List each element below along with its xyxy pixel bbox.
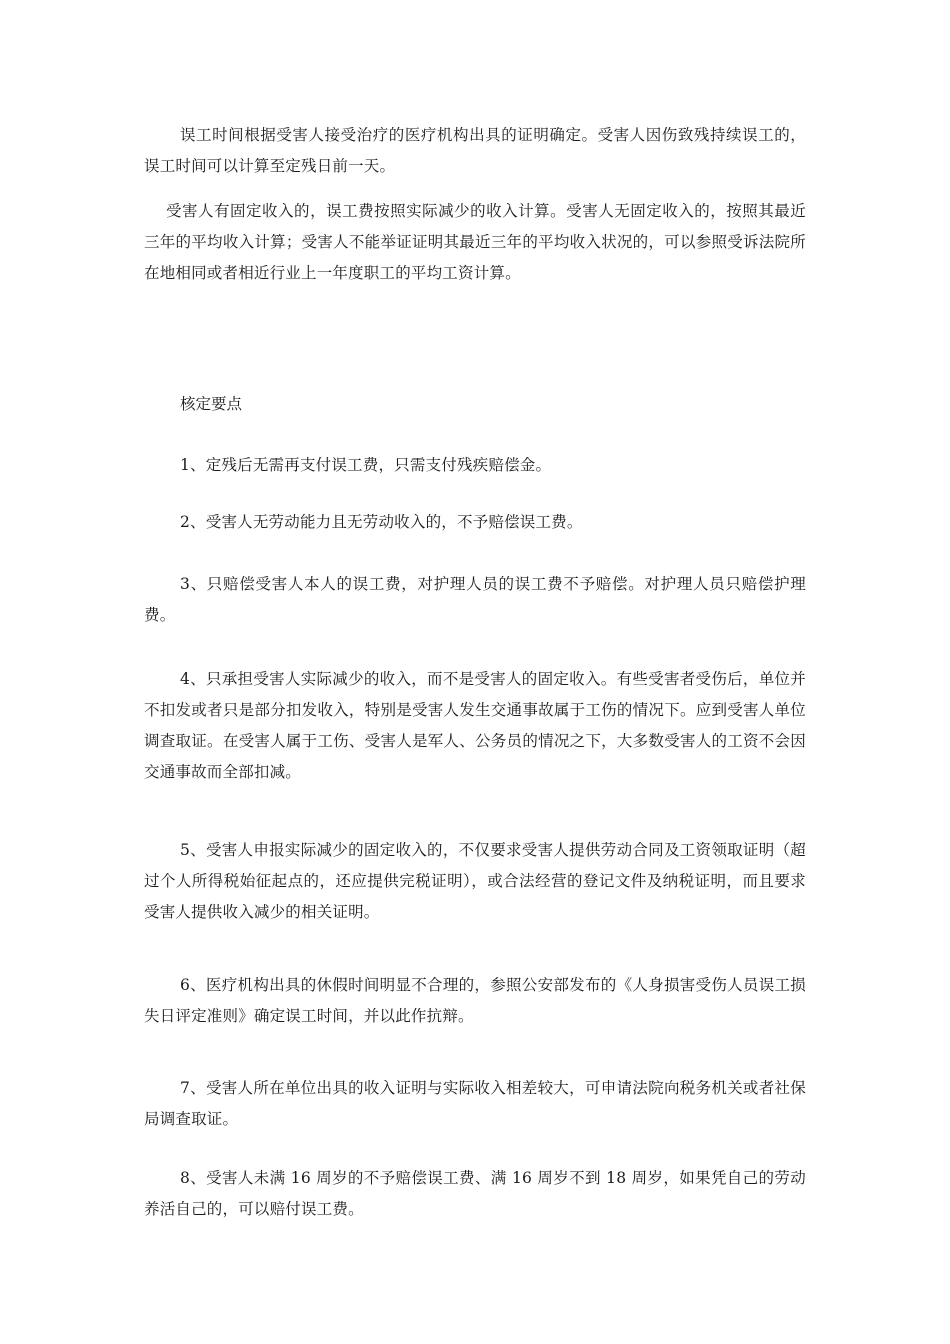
list-item: 3、只赔偿受害人本人的误工费，对护理人员的误工费不予赔偿。对护理人员只赔偿护理费。 [144, 575, 806, 624]
list-item: 7、受害人所在单位出具的收入证明与实际收入相差较大，可申请法院向税务机关或者社保局调查取证。 [144, 1079, 806, 1128]
intro-paragraph-1: 误工时间根据受害人接受治疗的医疗机构出具的证明确定。受害人因伤致残持续误工的，误工时间可以计算至定残日前一天。 [144, 126, 806, 175]
intro-paragraph-2: 受害人有固定收入的，误工费按照实际减少的收入计算。受害人无固定收入的，按照其最近三年的平均收入计算；受害人不能举证证明其最近三年的平均收入状况的，可以参照受诉法院所在地相同或者相近行业上一年度职工的平均工资计算。 [144, 202, 806, 282]
list-item: 2、受害人无劳动能力且无劳动收入的，不予赔偿误工费。 [180, 513, 583, 531]
list-item: 8、受害人未满 16 周岁的不予赔偿误工费、满 16 周岁不到 18 周岁，如果凭自己的劳动养活自己的，可以赔付误工费。 [144, 1169, 806, 1218]
section-heading: 核定要点 [180, 395, 243, 413]
list-item: 5、受害人申报实际减少的固定收入的，不仅要求受害人提供劳动合同及工资领取证明（超过个人所得税始征起点的，还应提供完税证明），或合法经营的登记文件及纳税证明，而且要求受害人提供收入减少的相关证明。 [144, 841, 806, 921]
list-item: 4、只承担受害人实际减少的收入，而不是受害人的固定收入。有些受害者受伤后，单位并不扣发或者只是部分扣发收入，特别是受害人发生交通事故属于工伤的情况下。应到受害人单位调查取证。在受害人属于工伤、受害人是军人、公务员的情况之下，大多数受害人的工资不会因交通事故而全部扣减。 [144, 670, 806, 781]
list-item: 6、医疗机构出具的休假时间明显不合理的，参照公安部发布的《人身损害受伤人员误工损失日评定准则》确定误工时间，并以此作抗辩。 [144, 976, 806, 1025]
list-item: 1、定残后无需再支付误工费，只需支付残疾赔偿金。 [180, 456, 552, 474]
